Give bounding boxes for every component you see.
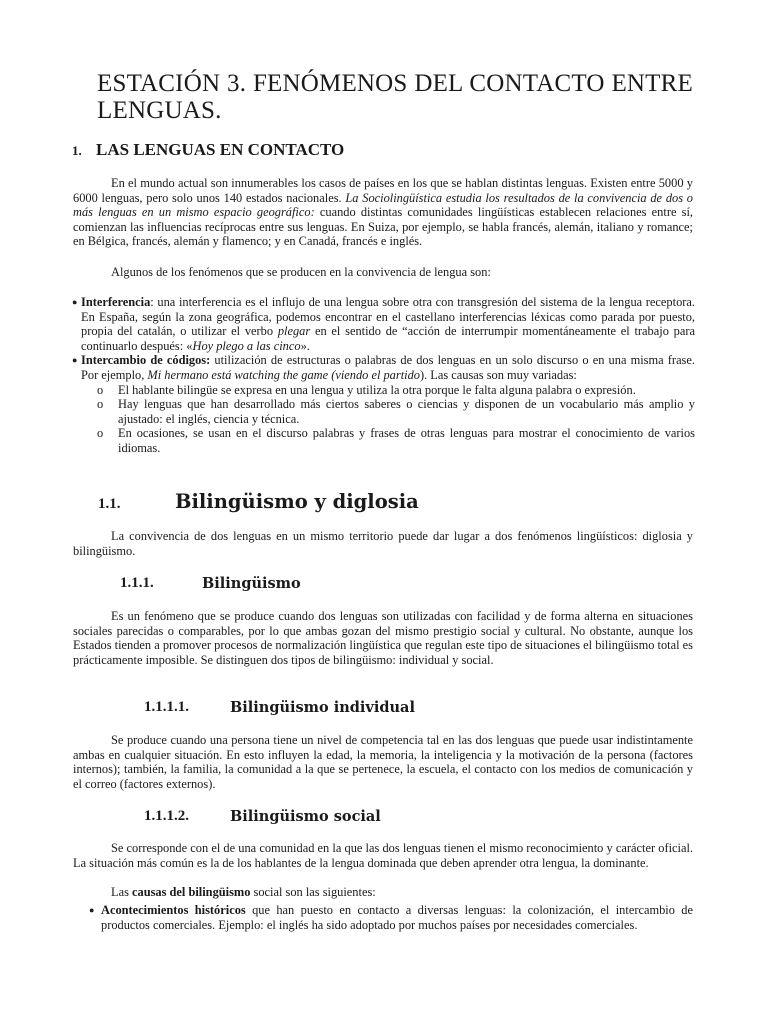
sublist-item-text: Hay lenguas que han desarrollado más ciertos saberes o ciencias y disponen de un vocabulario más amplio y ajustado: el inglés, ciencia y técnica.: [118, 397, 695, 426]
term-interferencia: Interferencia: [81, 295, 151, 309]
term-acontecimientos: Acontecimientos históricos: [101, 903, 246, 917]
section-1-1-1-2-number: 1.1.1.2.: [144, 808, 189, 824]
section-1-1-1-number: 1.1.1.: [120, 575, 154, 591]
list-item-text: en el sentido de “acción de interrumpir momentáneamente el trabajo para continuarlo después: «: [81, 324, 695, 353]
circle-bullet-icon: o: [97, 382, 104, 397]
circle-bullet-icon: o: [97, 426, 104, 441]
section-1-paragraph-2: Algunos de los fenómenos que se producen en la convivencia de lengua son:: [111, 265, 491, 279]
list-item-text: ».: [300, 338, 310, 353]
sublist-item: [73, 397, 695, 426]
sublist-item: [73, 383, 695, 398]
causes-intro: [73, 885, 693, 900]
list-item-interferencia: [73, 295, 695, 353]
section-1-1-paragraph: La convivencia de dos lenguas en un mismo territorio puede dar lugar a dos fenómenos lingüísticos: diglosia y bilingüismo.: [73, 529, 693, 558]
section-1-1-1-title: Bilingüismo: [202, 575, 301, 592]
section-1-1-title: Bilingüismo y diglosia: [175, 490, 419, 513]
list-item-text: que han puesto en contacto a diversas lenguas: la colonización, el intercambio de productos comerciales. Ejemplo: el inglés ha sido adoptado por muchos países por necesidades comerciales.: [101, 903, 693, 932]
section-1-paragraph-1: [73, 176, 693, 249]
section-1-1-1-1-paragraph: Se produce cuando una persona tiene un nivel de competencia tal en las dos lenguas que puede usar indistintamente ambas en cualquier situación. En esto influyen la edad, la memoria, la inteligencia y la motivación de la persona (factores internos); también, la familia, la comunidad a la que se pertenece, la escuela, el contacto con los medios de comunicación y el correo (factores externos).: [73, 733, 693, 791]
causes-list: [90, 903, 693, 932]
section-1-1-1-paragraph: Es un fenómeno que se produce cuando dos lenguas son utilizadas con facilidad y de forma alterna en situaciones sociales parecidas o comparables, por lo que ambas gozan del mismo prestigio social y cultural. No obstante, aunque los Estados tienden a promover procesos de normalización lingüística que regulan este tipo de situaciones el bilingüismo total es prácticamente imposible. Se distinguen dos tipos de bilingüismo: individual y social.: [73, 609, 693, 667]
paragraph-text: Las: [111, 885, 132, 899]
bullet-icon: ●: [72, 355, 78, 366]
paragraph-text: social son las siguientes:: [250, 885, 376, 899]
paragraph-italic-text: La Sociolingüística estudia los resultados de la convivencia de dos o más lenguas en un mismo espacio geográfico:: [73, 190, 693, 220]
sublist-item-text: El hablante bilingüe se expresa en una lengua y utiliza la otra porque le falta alguna palabra o expresión.: [118, 382, 636, 397]
sublist-item-text: En ocasiones, se usan en el discurso palabras y frases de otras lenguas para mostrar el conocimiento de varios idiomas.: [118, 426, 695, 455]
section-1-1-1-2-title: Bilingüismo social: [230, 808, 381, 825]
section-1-number: 1.: [72, 143, 82, 158]
paragraph-text: En el mundo actual son innumerables los casos de países en los que se hablan distintas lenguas. Existen entre 5000 y 6000 lenguas, pero solo unos 140 estados nacionales.: [73, 176, 693, 205]
list-item-italic: Hoy plego a las cinco: [192, 338, 301, 353]
bullet-icon: ●: [89, 905, 95, 915]
page-title: ESTACIÓN 3. FENÓMENOS DEL CONTACTO ENTRE LENGUAS.: [97, 70, 693, 124]
circle-bullet-icon: o: [97, 397, 104, 412]
section-1-title: LAS LENGUAS EN CONTACTO: [96, 140, 345, 159]
list-item-acontecimientos: [90, 903, 693, 932]
bullet-icon: ●: [72, 297, 78, 307]
section-1-heading: [72, 140, 344, 160]
term-intercambio-codigos: Intercambio de códigos:: [81, 353, 211, 368]
phenomena-list: [73, 295, 695, 456]
paragraph-text: cuando distintas comunidades lingüísticas establecen relaciones entre sí, comienzan las influencias recíprocas entre sus lenguas. En Suiza, por ejemplo, se habla francés, alemán, italiano y romance; en Bélgica, francés, alemán y flamenco; y en Canadá, francés e inglés.: [73, 205, 693, 249]
causes-bold-text: causas del bilingüismo: [132, 885, 251, 899]
section-1-1-1-1-title: Bilingüismo individual: [230, 699, 415, 716]
list-item-italic: plegar: [277, 324, 311, 339]
list-item-text: ). Las causas son muy variadas:: [419, 367, 577, 382]
list-item-intercambio-codigos: [73, 353, 695, 382]
list-item-italic: Mi hermano está watching the game (viendo el partido: [147, 367, 420, 382]
list-item-text: utilización de estructuras o palabras de dos lenguas en un solo discurso o en una misma frase. Por ejemplo,: [81, 353, 695, 382]
causes-sublist: [73, 383, 695, 456]
sublist-item: [73, 426, 695, 455]
section-1-1-1-1-number: 1.1.1.1.: [144, 699, 189, 715]
list-item-text: : una interferencia es el influjo de una lengua sobre otra con transgresión del sistema de la lengua receptora. En España, según la zona geográfica, podemos encontrar en el castellano interferencias léxicas como parada por puesto, propia del catalán, o utilizar el verbo: [81, 295, 695, 339]
section-1-1-1-2-paragraph: Se corresponde con el de una comunidad en la que las dos lenguas tienen el mismo reconocimiento y carácter oficial. La situación más común es la de los hablantes de la lengua dominada que deben aprender otra lengua, la dominante.: [73, 841, 693, 870]
section-1-1-number: 1.1.: [98, 496, 121, 512]
